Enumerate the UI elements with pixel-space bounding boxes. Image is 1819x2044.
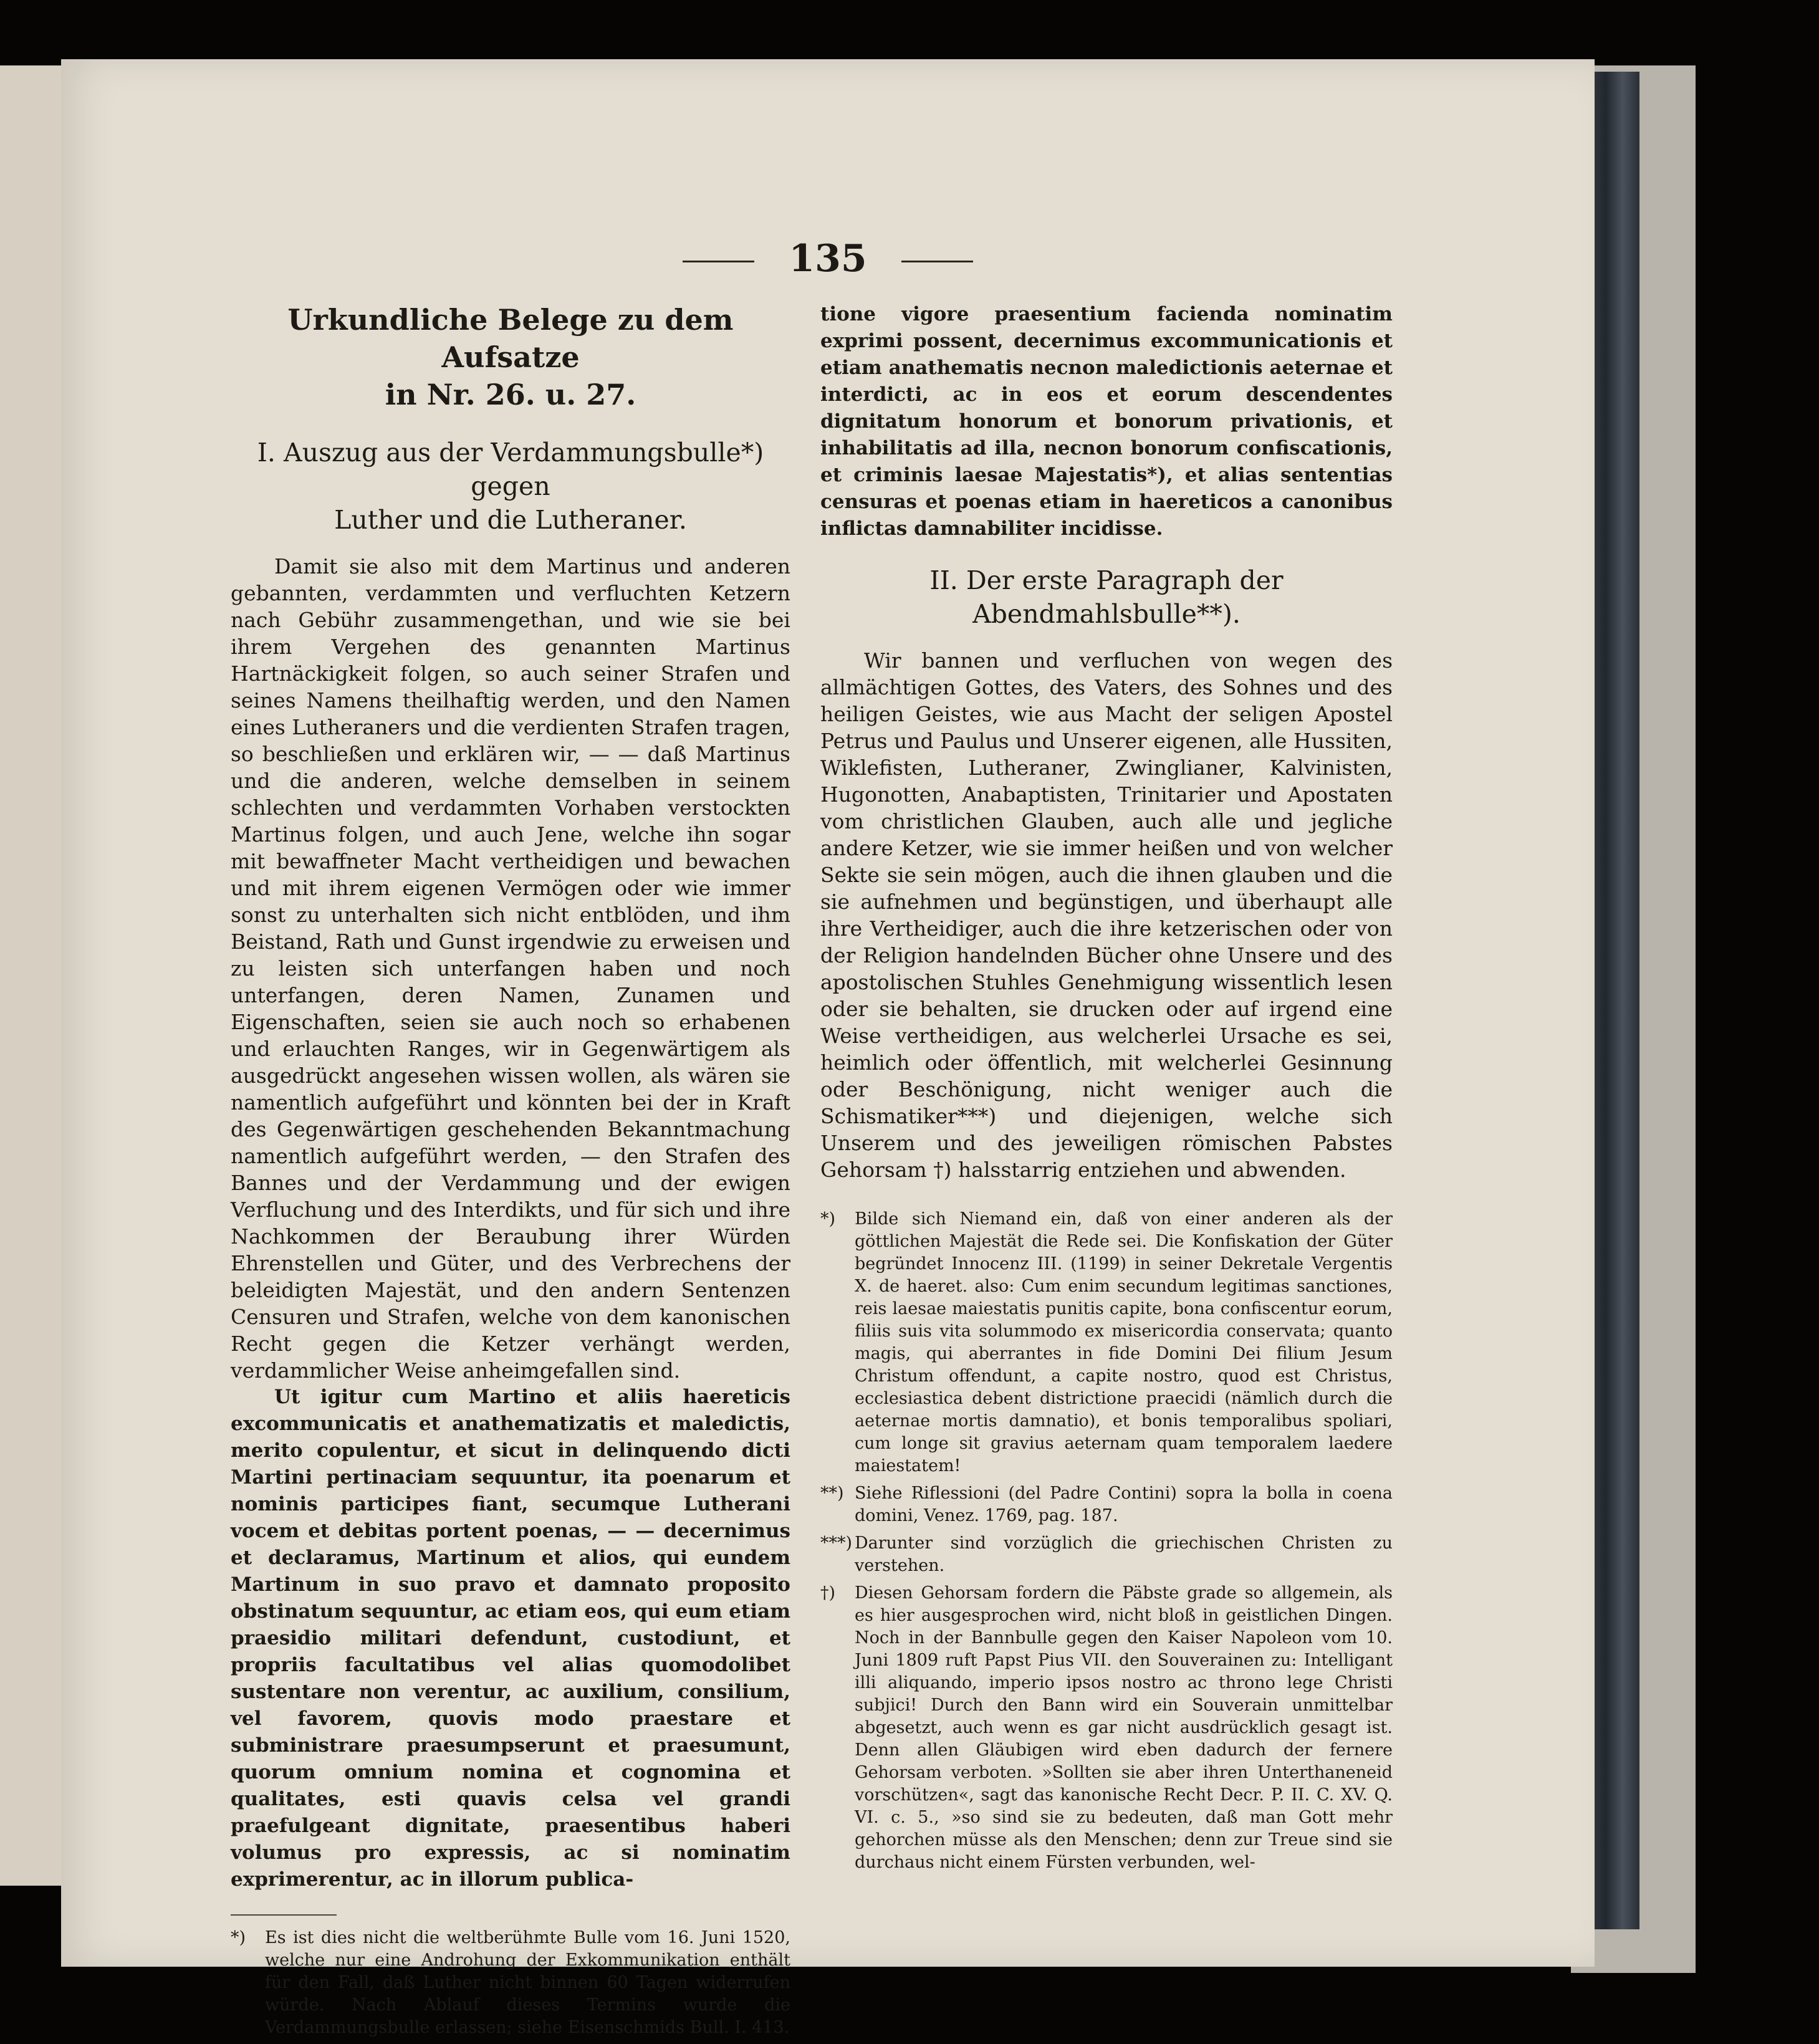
- footnote-text: Es ist dies nicht die weltberühmte Bulle vom 16. Juni 1520, welche nur eine Androhung der Exkommunikation enthält für den Fall, daß Luther nicht binnen 60 Tagen widerrufen würde. Nach Ablauf dieses Termins wurde die Verdammungsbulle erlassen; siehe Eisenschmids Bull. I. 413.: [265, 1928, 790, 2037]
- section1-latin-paragraph: Ut igitur cum Martino et aliis haereticis excommunicatis et anathematizatis et maledictis, merito copulentur, et sicut in delinquendo dicti Martini pertinaciam sequuntur, ita poenarum et nominis participes fiant, secumque Lutherani vocem et debitas portent poenas, — — decernimus et declaramus, Martinum et alios, qui eundem Martinum in suo pravo et damnato proposito obstinatum sequuntur, ac etiam eos, qui eum etiam praesidio militari defendunt, custodiunt, et propriis facultatibus vel alias quomodolibet sustentare non verentur, ac auxilium, consilium, vel favorem, quovis modo praestare et subministrare praesumpserunt et praesumunt, quorum omnium nomina et cognomina et qualitates, esti quavis celsa vel grandi praefulgeant dignitate, praesentibus haberi volumus pro expressis, ac si nominatim exprimerentur, ac in illorum publica-: [231, 1386, 791, 1891]
- article-title-line: in Nr. 26. u. 27.: [385, 378, 636, 411]
- footnote-text: Diesen Gehorsam fordern die Päbste grade so allgemein, als es hier ausgesprochen wird, nicht bloß in geistlichen Dingen. Noch in der Bannbulle gegen den Kaiser Napoleon vom 10. Juni 1809 ruft Papst Pius VII. den Souverainen zu: Intelligant illi aliquando, imperio ipsos nostro ac throno lege Christi subjici! Durch den Bann wird ein Souverain unmittelbar abgesetzt, auch wenn es gar nicht ausdrücklich gesagt ist. Denn allen Gläubigen wird eben dadurch der fernere Gehorsam verboten. »Sollten sie aber ihren Unterthaneneid vorschützen«, sagt das kanonische Recht Decr. P. II. C. XV. Q. VI. c. 5., »so sind sie zu bedeuten, daß man Gott mehr gehorchen müsse als den Menschen; denn zur Treue sind sie durchaus nicht einem Fürsten verbunden, wel-: [855, 1583, 1393, 1872]
- left-column: [231, 301, 790, 2044]
- footnote: [820, 1482, 1393, 1527]
- footnote-rule: [231, 1914, 337, 1916]
- section2-paragraph: Wir bannen und verfluchen von wegen des allmächtigen Gottes, des Vaters, des Sohnes und des heiligen Geistes, wie aus Macht der seligen Apostel Petrus und Paulus und Unserer eigenen, alle Hussiten, Wiklefisten, Lutheraner, Zwinglianer, Kalvinisten, Hugonotten, Anabaptisten, Trinitarier und Apostaten vom christlichen Glauben, auch alle und jegliche andere Ketzer, wie sie immer heißen und von welcher Sekte sie sein mögen, auch die ihnen glauben und die sie aufnehmen und begünstigen, und überhaupt alle ihre Vertheidiger, auch die ihre ketzerischen oder von der Religion handelnden Bücher ohne Unsere und des apostolischen Stuhles Genehmigung wissentlich lesen oder sie behalten, sie drucken oder auf irgend eine Weise vertheidigen, aus welcherlei Ursache es sei, heimlich oder öffentlich, mit welcherlei Gesinnung oder Beschönigung, nicht weniger auch die Schismatiker***) und diejenigen, welche sich Unserem und des jeweiligen römischen Pabstes Gehorsam †) halsstarrig entziehen und abwenden.: [820, 648, 1393, 1182]
- article-title: [231, 301, 790, 413]
- footnote: [231, 1927, 790, 2039]
- footnote-text: Siehe Riflessioni (del Padre Contini) sopra la bolla in coena domini, Venez. 1769, pag. 187.: [855, 1484, 1393, 1525]
- article-title-line: Urkundliche Belege zu dem Aufsatze: [287, 303, 734, 374]
- footnote: [820, 1582, 1393, 1874]
- section1-german-paragraph: Damit sie also mit dem Martinus und anderen gebannten, verdammten und verfluchten Ketzern nach Gebühr zusammengethan, und wie sie bei ihrem Vergehen des genannten Martinus Hartnäckigkeit folgen, so auch seiner Strafen und seines Namens theilhaftig werden, und den Namen eines Lutheraners und die verdienten Strafen tragen, so beschließen und erklären wir, — — daß Martinus und die anderen, welche demselben in seinem schlechten und verdammten Vorhaben verstockten Martinus folgen, und auch Jene, welche ihn sogar mit bewaffneter Macht vertheidigen und bewachen und mit ihrem eigenen Vermögen oder wie immer sonst zu unterhalten sich nicht entblöden, und ihm Beistand, Rath und Gunst irgendwie zu erweisen und zu leisten sich unterfangen haben und noch unterfangen, deren Namen, Zunamen und Eigenschaften, seien sie auch noch so erhabenen und erlauchten Ranges, wir in Gegenwärtigem als ausgedrückt angesehen wissen wollen, als wären sie namentlich aufgeführt und könnten bei der in Kraft des Gegenwärtigen geschehenden Bekanntmachung namentlich aufgeführt werden, — den Strafen des Bannes und der Verdammung und der ewigen Verfluchung und des Interdikts, und für sich und ihre Nachkommen der Beraubung ihrer Würden Ehrenstellen und Güter, und des Verbrechens der beleidigten Majestät, und den andern Sentenzen Censuren und Strafen, welche von dem kanonischen Recht gegen die Ketzer verhängt werden, verdammlicher Weise anheimgefallen sind.: [231, 554, 790, 1383]
- right-column: [820, 301, 1393, 1879]
- header-rule-left: [683, 261, 754, 262]
- footnote-mark: **): [820, 1484, 844, 1503]
- section-heading-line: I. Auszug aus der Verdammungsbulle*) gegen: [257, 438, 764, 501]
- footnote: [820, 1208, 1393, 1477]
- page-number: 135: [789, 237, 867, 281]
- footnote-text: Bilde sich Niemand ein, daß von einer anderen als der göttlichen Majestät die Rede sei. Die Konfiskation der Güter begründet Innocenz III. (1199) in seiner Dekretale Vergentis X. de haeret. also: Cum enim secundum legitimas sanctiones, reis laesae maiestatis punitis capite, bona confiscentur eorum, filiis suis vita solummodo ex misericordia conservata; quanto magis, qui aberrantes in fide Domini Dei filium Jesum Christum offendunt, a capite nostro, quod est Christus, ecclesiastica debent districtione praecidi (nämlich durch die aeternae mortis damnatio), et bonis temporalibus spoliari, cum longe sit gravius aeternam quam temporalem laedere maiestatem!: [855, 1209, 1393, 1475]
- footnote-mark: *): [231, 1928, 246, 1947]
- facing-page-edge: [0, 65, 70, 1886]
- page-header: [61, 237, 1595, 281]
- section-heading-1: [231, 436, 790, 537]
- latin-continuation-paragraph: tione vigore praesentium facienda nominatim exprimi possent, decernimus excommunicationis et etiam anathematis necnon maledictionis aeternae et interdicti, ac in eos et eorum descendentes dignitatum honorum et bonorum privationis, et inhabilitatis ad illa, necnon bonorum confiscationis, et criminis laesae Majestatis*), et alias sententias censuras et poenas etiam in haereticos a canonibus inflictas damnabiliter incidisse.: [820, 303, 1393, 540]
- section-heading-line: Luther und die Lutheraner.: [334, 505, 687, 535]
- document-page: [61, 59, 1595, 2037]
- footnote-mark: †): [820, 1583, 836, 1603]
- section-heading-2: II. Der erste Paragraph der Abendmahlsbulle**).: [929, 565, 1284, 629]
- header-rule-right: [901, 261, 973, 262]
- footnote-text: Darunter sind vorzüglich die griechischen Christen zu verstehen.: [855, 1533, 1393, 1575]
- footnote: [820, 1532, 1393, 1577]
- footnote-mark: *): [820, 1209, 836, 1229]
- footnote-mark: ***): [820, 1533, 853, 1553]
